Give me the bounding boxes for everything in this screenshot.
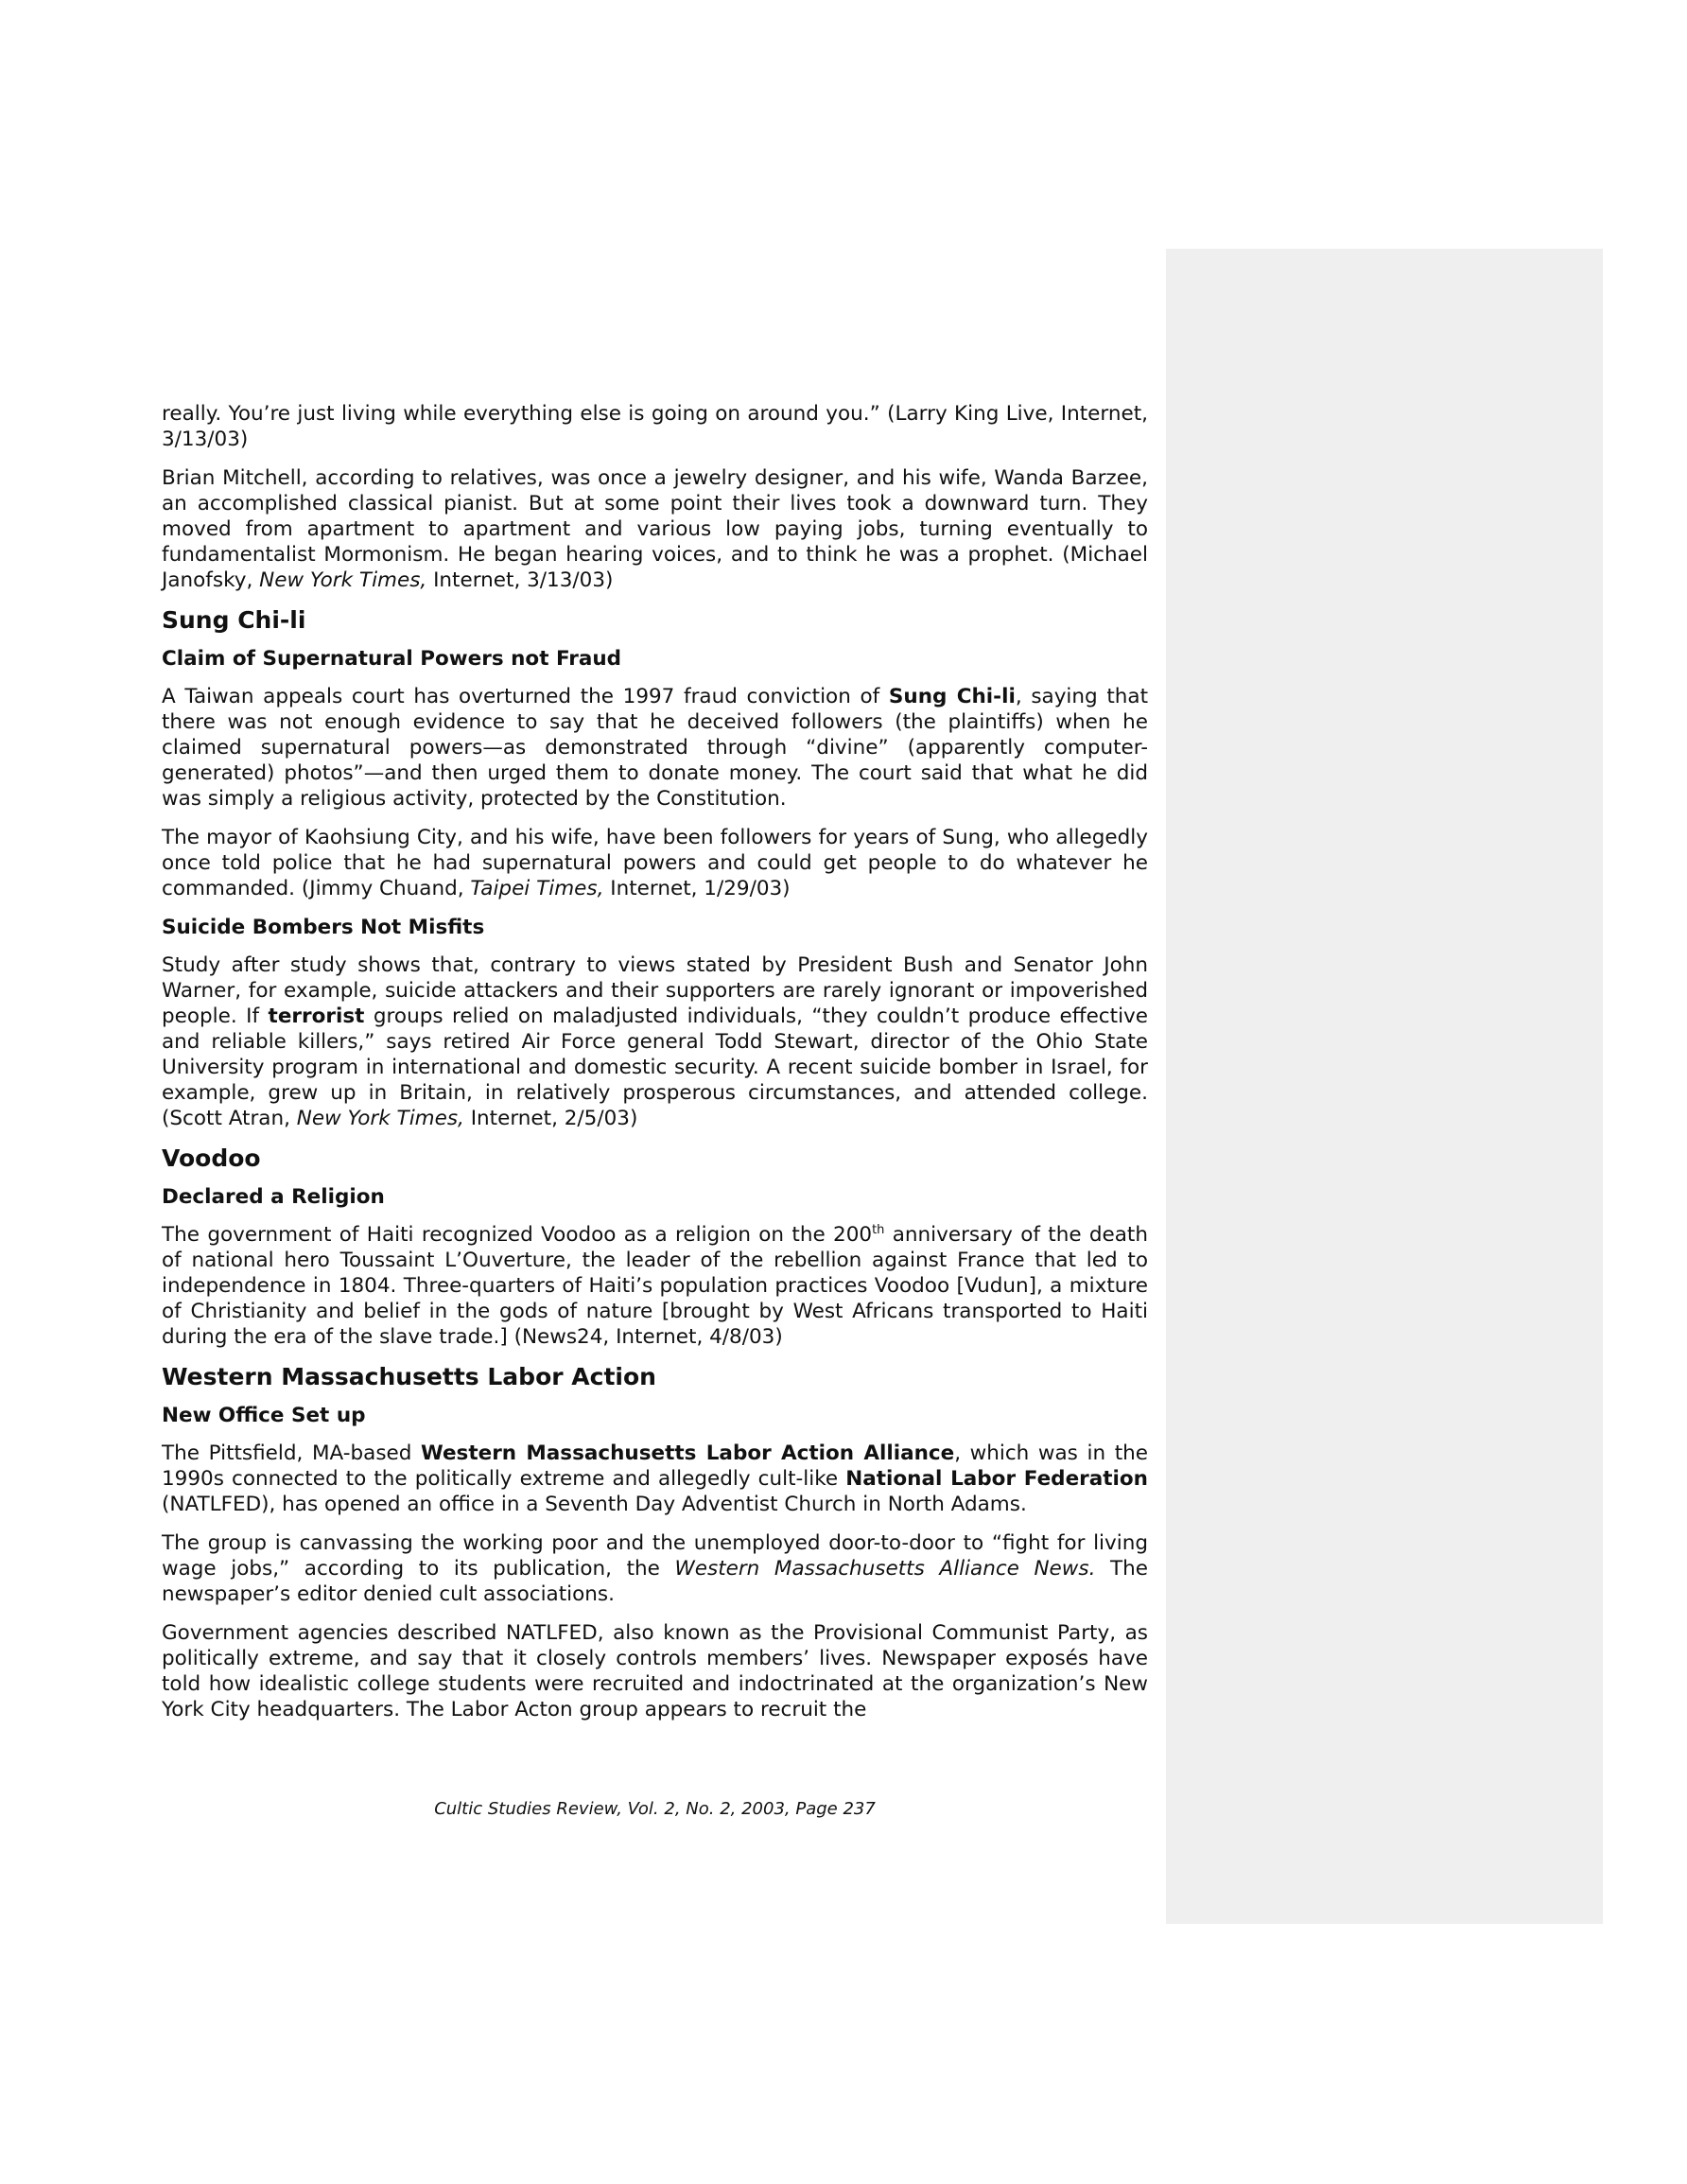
paragraph-canvassing: The group is canvassing the working poor and the unemployed door-to-door to “fight for living wage jobs,” according to its publication, the Western Massachusetts Alliance News. The newspaper’s editor denied cult associations. [162, 1531, 1148, 1606]
subheading-suicide-bombers: Suicide Bombers Not Misfits [162, 916, 485, 939]
paragraph-taiwan-court: A Taiwan appeals court has overturned the 1997 fraud conviction of Sung Chi-li, saying that there was not enough evidence to say that he deceived followers (the plaintiffs) when he claimed supernatural powers—as demonstrated through “divine” (apparently computer-generated) photos”—and then urged them to donate money. The court said that what he did was simply a religious activity, protected by the Constitution. [162, 685, 1149, 811]
article-body [162, 401, 1148, 1736]
section-title-voodoo: Voodoo [162, 1144, 261, 1172]
comment-pane [1166, 249, 1603, 1924]
section-title-wmla: Western Massachusetts Labor Action [162, 1363, 656, 1390]
paragraph-brian-mitchell: Brian Mitchell, according to relatives, was once a jewelry designer, and his wife, Wanda Barzee, an accomplished classical pianist. But at some point their lives took a downward turn. They moved from apartment to apartment and various low paying jobs, turning eventually to fundamentalist Mormonism. He began hearing voices, and to think he was a prophet. (Michael Janofsky, New York Times, Internet, 3/13/03) [162, 466, 1148, 592]
paragraph-pittsfield-alliance: The Pittsfield, MA-based Western Massachusetts Labor Action Alliance, which was in the 1990s connected to the politically extreme and allegedly cult-like National Labor Federation (NATLFED), has opened an office in a Seventh Day Adventist Church in North Adams. [162, 1441, 1148, 1516]
paragraph-natlfed: Government agencies described NATLFED, also known as the Provisional Communist Party, as politically extreme, and say that it closely controls members’ lives. Newspaper exposés have told how idealistic college students were recruited and indoctrinated at the organization’s New York City headquarters. The Labor Acton group appears to recruit the [162, 1621, 1148, 1721]
page-footer: Cultic Studies Review, Vol. 2, No. 2, 2003, Page 237 [434, 1799, 876, 1819]
paragraph-larry-king: really. You’re just living while everything else is going on around you.” (Larry King Live, Internet, 3/13/03) [162, 402, 1148, 451]
paragraph-haiti-voodoo: The government of Haiti recognized Voodoo as a religion on the 200th anniversary of the death of national hero Toussaint L’Ouverture, the leader of the rebellion against France that led to independence in 1804. Three-quarters of Haiti’s population practices Voodoo [Vudun], a mixture of Christianity and belief in the gods of nature [brought by West Africans transported to Haiti during the era of the slave trade.] (News24, Internet, 4/8/03) [162, 1222, 1148, 1349]
paragraph-suicide-bombers: Study after study shows that, contrary to views stated by President Bush and Senator John Warner, for example, suicide attackers and their supporters are rarely ignorant or impoverished people. If terrorist groups relied on maladjusted individuals, “they couldn’t produce effective and reliable killers,” says retired Air Force general Todd Stewart, director of the Ohio State University program in international and domestic security. A recent suicide bomber in Israel, for example, grew up in Britain, in relatively prosperous circumstances, and attended college. (Scott Atran, New York Times, Internet, 2/5/03) [162, 953, 1148, 1130]
section-title-sung-chi-li: Sung Chi-li [162, 606, 306, 634]
subheading-new-office: New Office Set up [162, 1404, 366, 1427]
subheading-claim-supernatural: Claim of Supernatural Powers not Fraud [162, 647, 622, 671]
subheading-declared-religion: Declared a Religion [162, 1185, 385, 1209]
paragraph-kaohsiung-mayor: The mayor of Kaohsiung City, and his wife, have been followers for years of Sung, who allegedly once told police that he had supernatural powers and could get people to do whatever he commanded. (Jimmy Chuand, Taipei Times, Internet, 1/29/03) [162, 826, 1148, 900]
